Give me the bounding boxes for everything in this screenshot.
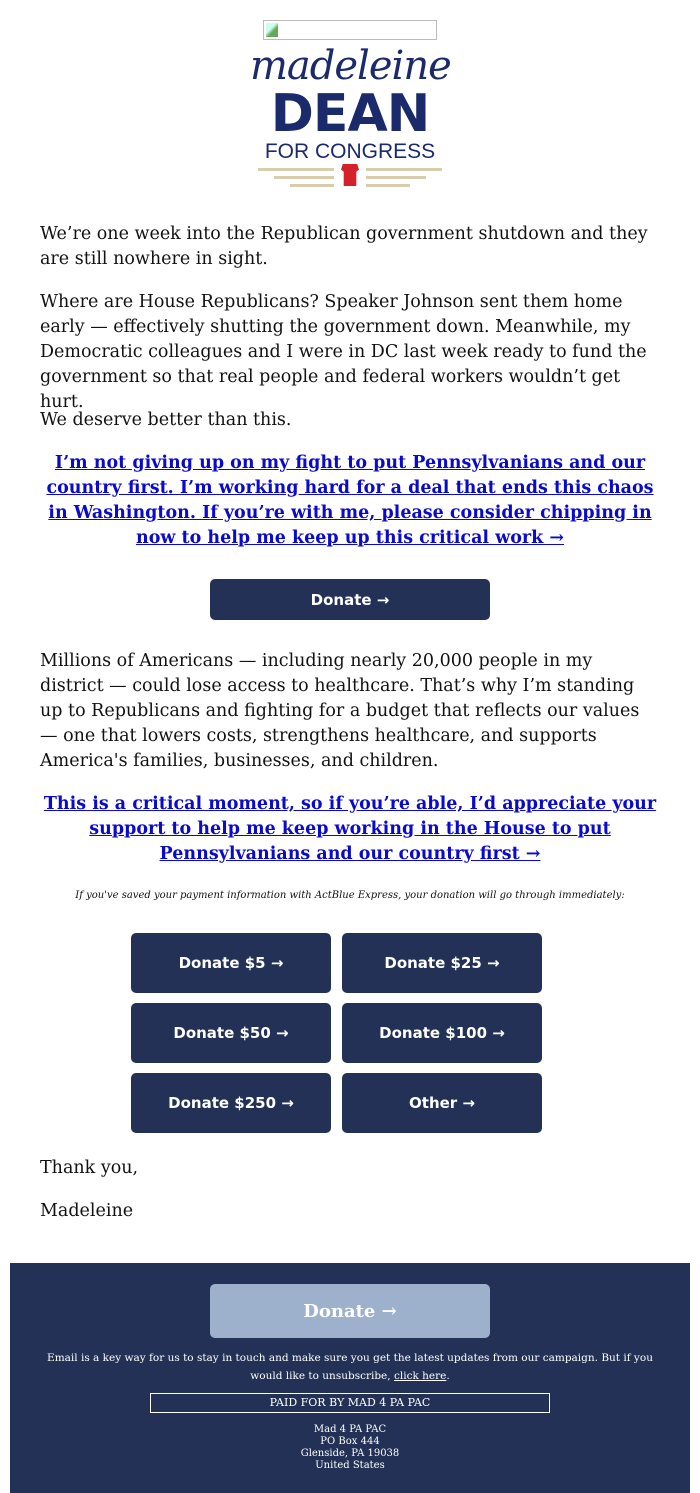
- address-line: United States: [315, 1460, 385, 1471]
- donate-50-button[interactable]: Donate $50 →: [131, 1003, 331, 1063]
- paragraph-2: Where are House Republicans? Speaker Johnson sent them home early — effectively shutting the government down. Meanwhile, my Democratic colleagues and I were in DC last week ready to fund the government so that real people and federal workers wouldn’t get hurt.: [40, 292, 647, 412]
- donate-25-button[interactable]: Donate $25 →: [342, 933, 542, 993]
- mailing-address: [10, 1424, 690, 1472]
- logo-script: madeleine: [250, 43, 451, 89]
- donate-appeal-link-2[interactable]: This is a critical moment, so if you’re able, I’d appreciate your support to help me keep working in the House to put Pennsylvanians and our country first →: [43, 794, 657, 864]
- address-line: PO Box 444: [320, 1436, 380, 1447]
- donate-250-button[interactable]: Donate $250 →: [131, 1073, 331, 1133]
- donate-appeal-link-1[interactable]: I’m not giving up on my fight to put Pennsylvanians and our country first. I’m working hard for a deal that ends this chaos in Washington. If you’re with me, please consider chipping in now to help me keep up this critical work →: [46, 453, 654, 548]
- donate-button[interactable]: Donate →: [210, 579, 490, 620]
- address-line: Glenside, PA 19038: [300, 1448, 400, 1459]
- campaign-logo: [250, 44, 450, 190]
- paragraph-3: We deserve better than this.: [40, 410, 292, 430]
- donate-5-button[interactable]: Donate $5 →: [131, 933, 331, 993]
- footer: [10, 1263, 690, 1493]
- unsubscribe-message: Email is a key way for us to stay in touch and make sure you get the latest updates from our campaign. But if you would like to unsubscribe, click here.: [47, 1352, 653, 1382]
- donate-100-button[interactable]: Donate $100 →: [342, 1003, 542, 1063]
- signature: Madeleine: [40, 1201, 134, 1221]
- donate-other-button[interactable]: Other →: [342, 1073, 542, 1133]
- actblue-express-note: If you've saved your payment information with ActBlue Express, your donation will go through immediately:: [75, 890, 625, 901]
- footer-message-text: Email is a key way for us to stay in touch and make sure you get the latest updates from our campaign. But if you would like to unsubscribe,: [47, 1352, 653, 1382]
- logo-name: DEAN: [270, 84, 430, 144]
- paragraph-1: We’re one week into the Republican government shutdown and they are still nowhere in sight.: [40, 224, 648, 269]
- address-line: Mad 4 PA PAC: [313, 1424, 387, 1435]
- logo-tagline: FOR CONGRESS: [264, 140, 436, 163]
- broken-image-icon: [263, 20, 437, 40]
- unsubscribe-link[interactable]: click here: [393, 1370, 447, 1382]
- paid-for-disclaimer: PAID FOR BY MAD 4 PA PAC: [150, 1393, 550, 1413]
- closing: Thank you,: [40, 1158, 139, 1178]
- keystone-icon: [250, 164, 450, 190]
- paragraph-4: Millions of Americans — including nearly 20,000 people in my district — could lose access to healthcare. That’s why I’m standing up to Republicans and fighting for a budget that reflects our values — one that lowers costs, strengthens healthcare, and supports America's families, businesses, and children.: [40, 651, 640, 771]
- footer-donate-button[interactable]: Donate →: [210, 1284, 490, 1338]
